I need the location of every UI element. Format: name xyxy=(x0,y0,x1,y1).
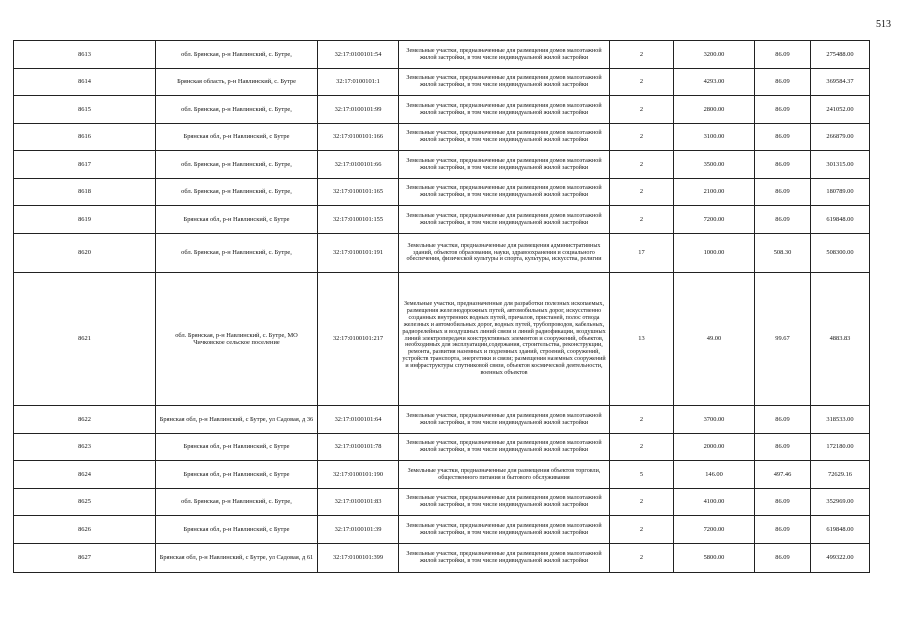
cadastral-value-cell: 301315.00 xyxy=(811,151,870,179)
table-row xyxy=(14,273,870,406)
specific-value-cell: 86.09 xyxy=(755,544,811,573)
row-number: 8625 xyxy=(14,489,156,516)
table-row xyxy=(14,434,870,461)
specific-value-cell: 86.09 xyxy=(755,406,811,434)
cadastral-value-cell: 369584.37 xyxy=(811,69,870,96)
land-use-cell: Земельные участки, предназначенные для размещения домов малоэтажной жилой застройки, в том числе индивидуальной жилой застройки xyxy=(399,516,610,544)
cadastral-value-cell: 241052.00 xyxy=(811,96,870,124)
address-cell: Брянская обл, р-н Навлинский, с Бутре xyxy=(156,516,318,544)
use-group-cell: 2 xyxy=(610,406,674,434)
land-use-cell: Земельные участки, предназначенные для размещения домов малоэтажной жилой застройки, в том числе индивидуальной жилой застройки xyxy=(399,544,610,573)
cadastral-number-cell: 32:17:0100101:66 xyxy=(318,151,399,179)
land-use-cell: Земельные участки, предназначенные для размещения домов малоэтажной жилой застройки, в том числе индивидуальной жилой застройки xyxy=(399,151,610,179)
land-use-cell: Земельные участки, предназначенные для размещения домов малоэтажной жилой застройки, в том числе индивидуальной жилой застройки xyxy=(399,434,610,461)
address-cell: обл. Брянская, р-н Навлинский, с. Бутре, xyxy=(156,179,318,206)
use-group-cell: 2 xyxy=(610,206,674,234)
specific-value-cell: 86.09 xyxy=(755,151,811,179)
row-number: 8620 xyxy=(14,234,156,273)
table-row xyxy=(14,206,870,234)
address-cell: Брянская обл, р-н Навлинский, с Бутре xyxy=(156,461,318,489)
cadastral-value-cell: 4883.83 xyxy=(811,273,870,406)
area-cell: 2000.00 xyxy=(674,434,755,461)
table-row xyxy=(14,516,870,544)
row-number: 8623 xyxy=(14,434,156,461)
use-group-cell: 2 xyxy=(610,434,674,461)
address-cell: Брянская область, р-н Навлинский, с. Бутре xyxy=(156,69,318,96)
use-group-cell: 13 xyxy=(610,273,674,406)
address-cell: Брянская обл, р-н Навлинский, с Бутре, ул Садовая, д 61 xyxy=(156,544,318,573)
specific-value-cell: 508.30 xyxy=(755,234,811,273)
cadastral-value-cell: 318533.00 xyxy=(811,406,870,434)
use-group-cell: 5 xyxy=(610,461,674,489)
cadastral-number-cell: 32:17:0100101:54 xyxy=(318,41,399,69)
specific-value-cell: 86.09 xyxy=(755,124,811,151)
area-cell: 2100.00 xyxy=(674,179,755,206)
table-row xyxy=(14,461,870,489)
address-cell: обл. Брянская, р-н Навлинский, с. Бутре, xyxy=(156,41,318,69)
cadastral-number-cell: 32:17:0100101:166 xyxy=(318,124,399,151)
area-cell: 3100.00 xyxy=(674,124,755,151)
table-row xyxy=(14,489,870,516)
area-cell: 1000.00 xyxy=(674,234,755,273)
row-number: 8619 xyxy=(14,206,156,234)
table-row xyxy=(14,179,870,206)
area-cell: 146.00 xyxy=(674,461,755,489)
specific-value-cell: 497.46 xyxy=(755,461,811,489)
specific-value-cell: 86.09 xyxy=(755,489,811,516)
use-group-cell: 2 xyxy=(610,124,674,151)
land-use-cell: Земельные участки, предназначенные для размещения административных зданий, объектов образования, науки, здравоохранения и социального обеспечения, физической культуры и спорта, культуры, искусства, религии xyxy=(399,234,610,273)
area-cell: 4100.00 xyxy=(674,489,755,516)
row-number: 8617 xyxy=(14,151,156,179)
address-cell: Брянская обл, р-н Навлинский, с Бутре xyxy=(156,124,318,151)
cadastral-number-cell: 32:17:0100101:39 xyxy=(318,516,399,544)
cadastral-number-cell: 32:17:0100101:155 xyxy=(318,206,399,234)
row-number: 8613 xyxy=(14,41,156,69)
cadastral-value-cell: 619848.00 xyxy=(811,516,870,544)
cadastral-number-cell: 32:17:0100101:191 xyxy=(318,234,399,273)
cadastral-number-cell: 32:17:0100101:399 xyxy=(318,544,399,573)
cadastral-value-cell: 508300.00 xyxy=(811,234,870,273)
land-use-cell: Земельные участки, предназначенные для размещения домов малоэтажной жилой застройки, в том числе индивидуальной жилой застройки xyxy=(399,124,610,151)
row-number: 8614 xyxy=(14,69,156,96)
land-use-cell: Земельные участки, предназначенные для разработки полезных ископаемых, размещения железнодорожных путей, автомобильных дорог, искусственно созданных внутренних водных путей, причалов, пристаней, полос отвода железных и автомобильных дорог, водных путей, трубопроводов, кабельных, радиорелейных и воздушных линий связи и линий радиофикации, воздушных линий электропередачи конструктивных элементов и сооружений, объектов, необходимых для эксплуатации,содержания, строительства, реконструкции, ремонта, развития наземных и подземных зданий, строений, сооружений, устройств транспорта, энергетики и связи; размещения наземных сооружений и инфраструктуры спутниковой связи, объектов космической деятельности, военных объектов xyxy=(399,273,610,406)
address-cell: обл. Брянская, р-н Навлинский, с. Бутре, xyxy=(156,489,318,516)
table-row xyxy=(14,151,870,179)
cadastral-value-cell: 72629.16 xyxy=(811,461,870,489)
cadastral-value-cell: 352969.00 xyxy=(811,489,870,516)
address-cell: Брянская обл, р-н Навлинский, с Бутре xyxy=(156,206,318,234)
page-number: 513 xyxy=(876,19,891,30)
address-cell: обл. Брянская, р-н Навлинский, с. Бутре, xyxy=(156,96,318,124)
row-number: 8618 xyxy=(14,179,156,206)
land-use-cell: Земельные участки, предназначенные для размещения объектов торговли, общественного питания и бытового обслуживания xyxy=(399,461,610,489)
use-group-cell: 2 xyxy=(610,151,674,179)
specific-value-cell: 86.09 xyxy=(755,516,811,544)
cadastral-number-cell: 32:17:0100101:99 xyxy=(318,96,399,124)
area-cell: 2800.00 xyxy=(674,96,755,124)
cadastral-value-cell: 499322.00 xyxy=(811,544,870,573)
specific-value-cell: 86.09 xyxy=(755,41,811,69)
area-cell: 3700.00 xyxy=(674,406,755,434)
area-cell: 3200.00 xyxy=(674,41,755,69)
area-cell: 4293.00 xyxy=(674,69,755,96)
table-row xyxy=(14,544,870,573)
use-group-cell: 17 xyxy=(610,234,674,273)
cadastral-number-cell: 32:17:0100101:78 xyxy=(318,434,399,461)
table-row xyxy=(14,234,870,273)
use-group-cell: 2 xyxy=(610,96,674,124)
table-row xyxy=(14,41,870,69)
table-row xyxy=(14,406,870,434)
use-group-cell: 2 xyxy=(610,41,674,69)
cadastral-number-cell: 32:17:0100101:64 xyxy=(318,406,399,434)
cadastral-number-cell: 32:17:0100101:217 xyxy=(318,273,399,406)
area-cell: 7200.00 xyxy=(674,206,755,234)
address-cell: обл. Брянская, р-н Навлинский, с. Бутре, МО Чичковское сельское поселение xyxy=(156,273,318,406)
row-number: 8621 xyxy=(14,273,156,406)
use-group-cell: 2 xyxy=(610,544,674,573)
use-group-cell: 2 xyxy=(610,489,674,516)
cadastral-value-cell: 266879.00 xyxy=(811,124,870,151)
land-use-cell: Земельные участки, предназначенные для размещения домов малоэтажной жилой застройки, в том числе индивидуальной жилой застройки xyxy=(399,41,610,69)
use-group-cell: 2 xyxy=(610,179,674,206)
row-number: 8616 xyxy=(14,124,156,151)
area-cell: 49.00 xyxy=(674,273,755,406)
specific-value-cell: 86.09 xyxy=(755,434,811,461)
land-use-cell: Земельные участки, предназначенные для размещения домов малоэтажной жилой застройки, в том числе индивидуальной жилой застройки xyxy=(399,96,610,124)
specific-value-cell: 86.09 xyxy=(755,69,811,96)
cadastral-value-cell: 619848.00 xyxy=(811,206,870,234)
cadastral-number-cell: 32:17:0100101:1 xyxy=(318,69,399,96)
land-use-cell: Земельные участки, предназначенные для размещения домов малоэтажной жилой застройки, в том числе индивидуальной жилой застройки xyxy=(399,406,610,434)
address-cell: обл. Брянская, р-н Навлинский, с. Бутре, xyxy=(156,151,318,179)
area-cell: 5800.00 xyxy=(674,544,755,573)
cadastral-number-cell: 32:17:0100101:190 xyxy=(318,461,399,489)
cadastral-value-cell: 180789.00 xyxy=(811,179,870,206)
address-cell: Брянская обл, р-н Навлинский, с Бутре xyxy=(156,434,318,461)
address-cell: Брянская обл, р-н Навлинский, с Бутре, ул Садовая, д 36 xyxy=(156,406,318,434)
row-number: 8627 xyxy=(14,544,156,573)
cadastral-number-cell: 32:17:0100101:165 xyxy=(318,179,399,206)
use-group-cell: 2 xyxy=(610,516,674,544)
row-number: 8626 xyxy=(14,516,156,544)
table-row xyxy=(14,96,870,124)
table-row xyxy=(14,69,870,96)
cadastral-number-cell: 32:17:0100101:83 xyxy=(318,489,399,516)
land-cadastral-table xyxy=(13,40,870,573)
land-use-cell: Земельные участки, предназначенные для размещения домов малоэтажной жилой застройки, в том числе индивидуальной жилой застройки xyxy=(399,69,610,96)
row-number: 8624 xyxy=(14,461,156,489)
area-cell: 3500.00 xyxy=(674,151,755,179)
specific-value-cell: 86.09 xyxy=(755,206,811,234)
land-use-cell: Земельные участки, предназначенные для размещения домов малоэтажной жилой застройки, в том числе индивидуальной жилой застройки xyxy=(399,206,610,234)
area-cell: 7200.00 xyxy=(674,516,755,544)
specific-value-cell: 86.09 xyxy=(755,96,811,124)
address-cell: обл. Брянская, р-н Навлинский, с. Бутре, xyxy=(156,234,318,273)
cadastral-value-cell: 275488.00 xyxy=(811,41,870,69)
specific-value-cell: 86.09 xyxy=(755,179,811,206)
table-row xyxy=(14,124,870,151)
cadastral-value-cell: 172180.00 xyxy=(811,434,870,461)
land-use-cell: Земельные участки, предназначенные для размещения домов малоэтажной жилой застройки, в том числе индивидуальной жилой застройки xyxy=(399,179,610,206)
use-group-cell: 2 xyxy=(610,69,674,96)
row-number: 8615 xyxy=(14,96,156,124)
land-use-cell: Земельные участки, предназначенные для размещения домов малоэтажной жилой застройки, в том числе индивидуальной жилой застройки xyxy=(399,489,610,516)
table-body xyxy=(14,41,870,573)
row-number: 8622 xyxy=(14,406,156,434)
specific-value-cell: 99.67 xyxy=(755,273,811,406)
